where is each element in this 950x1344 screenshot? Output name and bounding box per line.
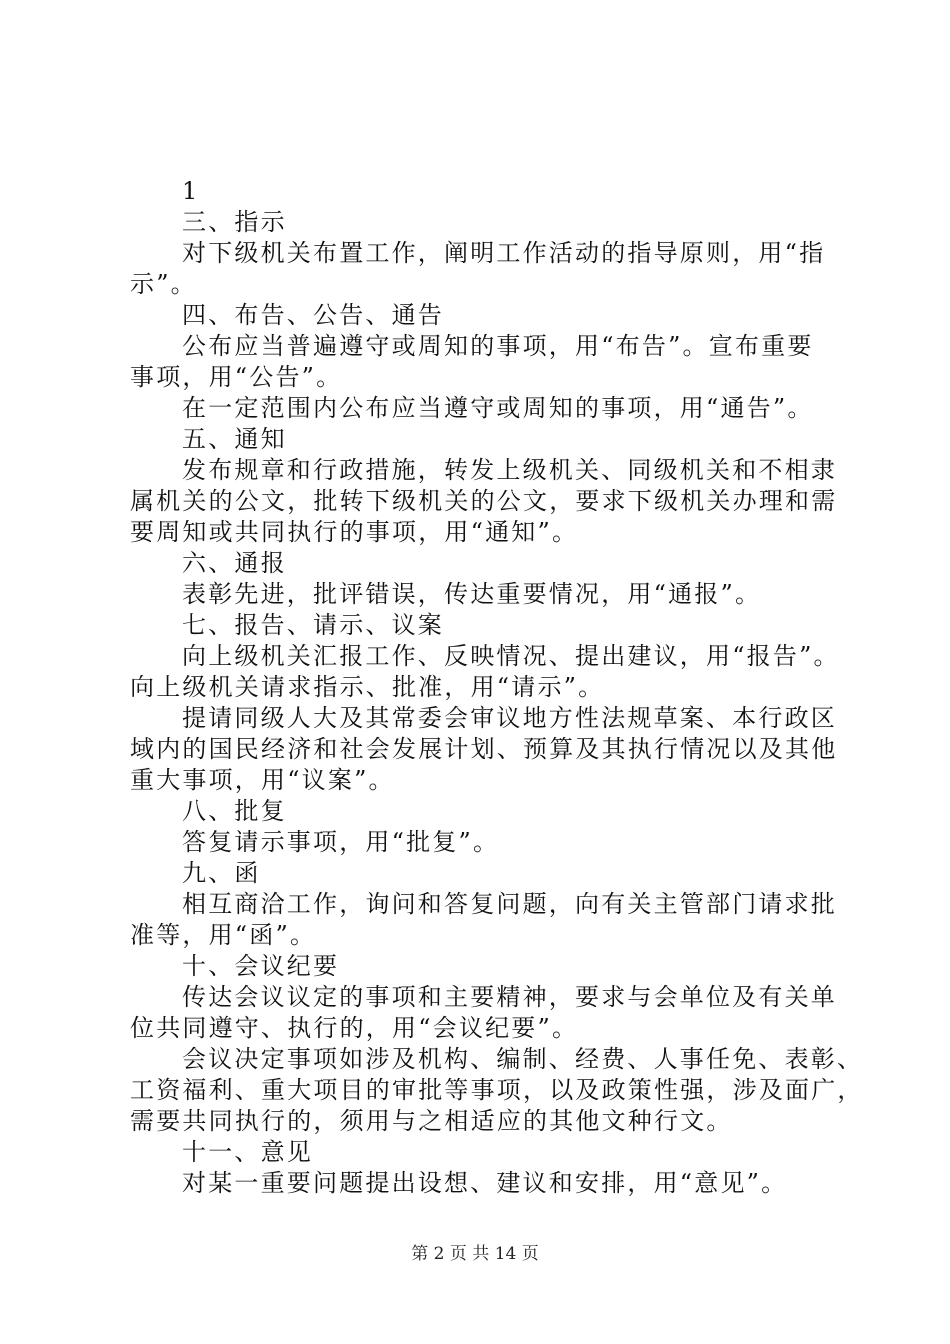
page-footer: 第 2 页 共 14 页 [411,1244,539,1264]
text-line: 对某一重要问题提出设想、建议和安排，用“意见”。 [182,1169,788,1197]
text-line: 工资福利、重大项目的审批等事项，以及政策性强，涉及面广， [130,1076,864,1104]
text-line: 域内的国民经济和社会发展计划、预算及其执行情况以及其他 [130,735,838,763]
text-line: 表彰先进，批评错误，传达重要情况，用“通报”。 [182,580,762,608]
text-line: 在一定范围内公布应当遵守或周知的事项，用“通告”。 [182,394,814,422]
text-line: 相互商洽工作，询问和答复问题，向有关主管部门请求批 [182,890,837,918]
text-line: 七、报告、请示、议案 [182,611,444,639]
text-line: 向上级机关请求指示、批准，用“请示”。 [130,673,605,701]
text-line: 重大事项，用“议案”。 [130,766,395,794]
text-line: 准等，用“函”。 [130,921,317,949]
text-line: 八、批复 [182,797,287,825]
text-line: 四、布告、公告、通告 [182,301,444,329]
text-line: 十、会议纪要 [182,952,340,980]
text-line: 发布规章和行政措施，转发上级机关、同级机关和不相隶 [182,456,837,484]
text-line: 五、通知 [182,425,287,453]
page-number-top: 1 [182,177,198,205]
text-line: 向上级机关汇报工作、反映情况、提出建议，用“报告”。 [182,642,840,670]
text-line: 传达会议议定的事项和主要精神，要求与会单位及有关单 [182,983,837,1011]
text-line: 位共同遵守、执行的，用“会议纪要”。 [130,1014,579,1042]
text-line: 示”。 [130,270,197,298]
text-line: 属机关的公文，批转下级机关的公文，要求下级机关办理和需 [130,487,838,515]
text-line: 事项，用“公告”。 [130,363,343,391]
text-line: 答复请示事项，用“批复”。 [182,828,500,856]
text-line: 公布应当普遍遵守或周知的事项，用“布告”。宣布重要 [182,332,814,360]
text-line: 需要共同执行的，须用与之相适应的其他文种行文。 [130,1107,733,1135]
document-lines [130,207,864,1199]
text-line: 要周知或共同执行的事项，用“通知”。 [130,518,579,546]
text-line: 会议决定事项如涉及机构、编制、经费、人事任免、表彰、 [182,1045,864,1073]
text-line: 提请同级人大及其常委会审议地方性法规草案、本行政区 [182,704,837,732]
document-body [130,176,864,1199]
text-line: 三、指示 [182,208,287,236]
text-line: 六、通报 [182,549,287,577]
text-line: 九、函 [182,859,261,887]
text-line: 对下级机关布置工作，阐明工作活动的指导原则，用“指 [182,239,826,267]
text-line: 十一、意见 [182,1138,313,1166]
